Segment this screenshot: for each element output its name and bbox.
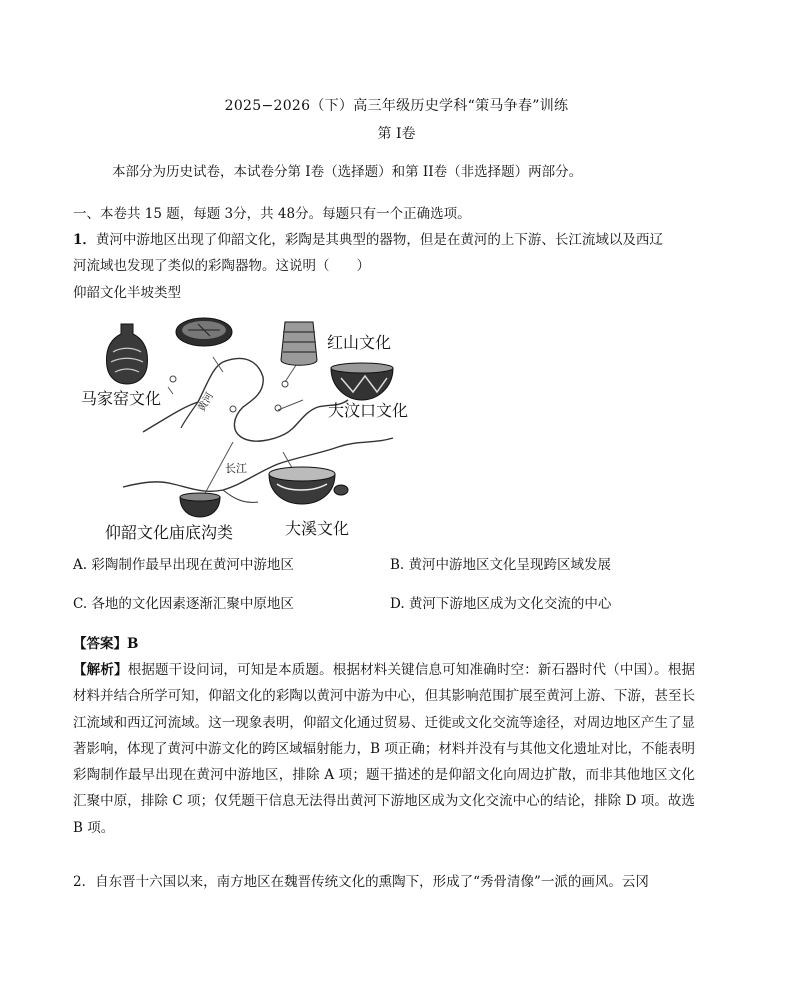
label-daxi: 大溪文化 bbox=[285, 519, 350, 538]
figure-caption: 仰韶文化半坡类型 bbox=[73, 285, 181, 301]
yangshao-basin-icon bbox=[176, 318, 232, 346]
culture-map-figure bbox=[73, 312, 428, 544]
volume-heading: 第 I卷 bbox=[377, 126, 416, 142]
miaodigou-pottery-icon bbox=[180, 493, 220, 517]
option-c[interactable]: C. 各地的文化因素逐渐汇聚中原地区 bbox=[73, 596, 294, 612]
option-d[interactable]: D. 黄河下游地区成为文化交流的中心 bbox=[390, 596, 612, 612]
analysis-text: 根据题干设问词，可知是本质题。根据材料关键信息可知准确时空：新石器时代（中国）。根据材料并结合所学可知，仰韶文化的彩陶以黄河中游为中心，但其影响范围扩展至黄河上游、下游，甚至长江流域和西辽河流域。这一现象表明，仰韶文化通过贸易、迁徙或文化交流等途径，对周边地区产生了显著影响，体现了黄河中游文化的跨区域辐射能力，B 项正确；材料并没有与其他文化遗址对比，不能表明彩陶制作最早出现在黄河中游地区，排除 A 项；题干描述的是仰韶文化向周边扩散，而非其他地区文化汇聚中原，排除 C 项；仅凭题干信息无法得出黄河下游地区成为文化交流中心的结论，排除 D 项。故选 B 项。 bbox=[73, 662, 696, 836]
question-1-stem-line1 bbox=[73, 231, 663, 249]
option-a[interactable]: A. 彩陶制作最早出现在黄河中游地区 bbox=[73, 557, 294, 573]
section-heading: 一、本卷共 15 题，每题 3分，共 48分。每题只有一个正确选项。 bbox=[73, 206, 471, 222]
analysis-tag: 【解析】 bbox=[73, 662, 128, 678]
question-1-stem-line2: 河流域也发现了类似的彩陶器物。这说明（ ） bbox=[73, 258, 370, 274]
label-majiayao: 马家窑文化 bbox=[81, 389, 162, 408]
label-dawenkou: 大汶口文化 bbox=[328, 401, 409, 420]
question-1-number: 1． bbox=[73, 232, 96, 248]
question-2-stem: 2．自东晋十六国以来，南方地区在魏晋传统文化的熏陶下，形成了“秀骨清像”一派的画风。云冈 bbox=[73, 874, 649, 890]
label-miaodigou: 仰韶文化庙底沟类 bbox=[105, 523, 234, 542]
intro-paragraph: 本部分为历史试卷，本试卷分第 I卷（选择题）和第 II卷（非选择题）两部分。 bbox=[112, 164, 583, 180]
page-title: 2025−2026（下）高三年级历史学科“策马争春”训练 bbox=[224, 98, 569, 114]
yellow-river-line bbox=[143, 358, 348, 441]
majiayao-pottery-icon bbox=[107, 324, 148, 384]
analysis-paragraph bbox=[73, 657, 695, 841]
dawenkou-pottery-icon bbox=[331, 363, 393, 400]
label-yangtze-river: 长江 bbox=[225, 462, 247, 475]
question-1-stem-text: 黄河中游地区出现了仰韶文化，彩陶是其典型的器物，但是在黄河的上下游、长江流域以及西辽 bbox=[95, 232, 663, 248]
label-yellow-river: 黄河 bbox=[196, 390, 216, 414]
option-b[interactable]: B. 黄河中游地区文化呈现跨区域发展 bbox=[390, 557, 612, 573]
daxi-pottery-icon bbox=[269, 467, 348, 504]
answer-line: 【答案】B bbox=[73, 636, 139, 652]
label-hongshan: 红山文化 bbox=[327, 333, 392, 352]
yangtze-river-line bbox=[123, 438, 393, 491]
hongshan-pottery-icon bbox=[281, 322, 317, 365]
